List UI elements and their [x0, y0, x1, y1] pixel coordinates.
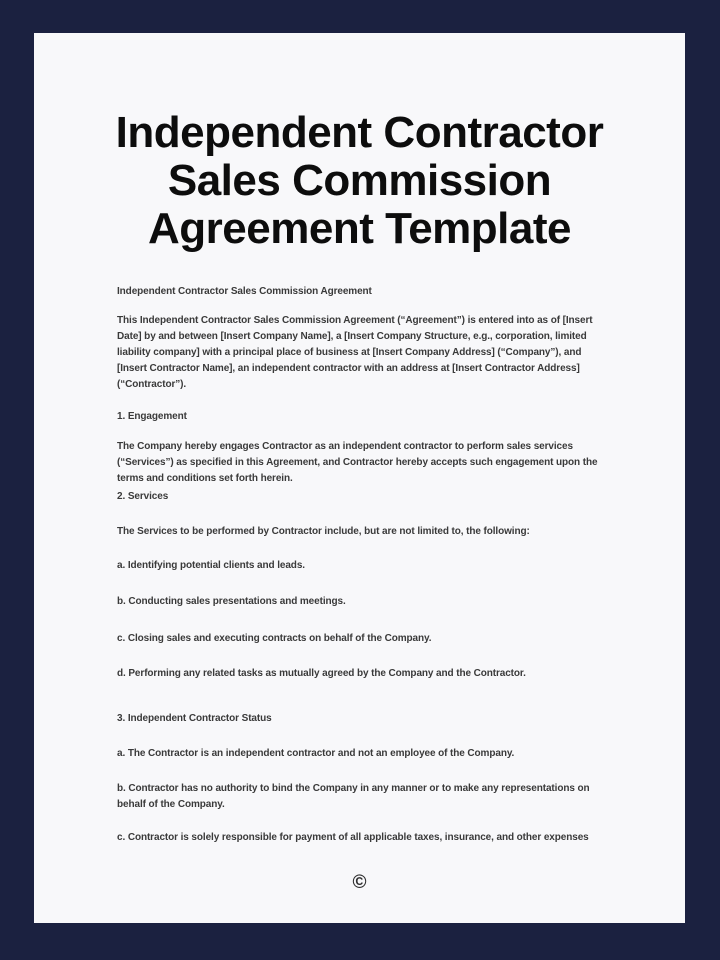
section-3-heading: 3. Independent Contractor Status — [117, 713, 272, 724]
services-item-d: d. Performing any related tasks as mutually agreed by the Company and the Contractor. — [117, 668, 526, 679]
services-item-b: b. Conducting sales presentations and meetings. — [117, 596, 346, 607]
section-1-heading: 1. Engagement — [117, 411, 187, 422]
intro-paragraph: This Independent Contractor Sales Commission Agreement (“Agreement”) is entered into as of [Insert Date] by and between [Insert Company Name], a [Insert Company Structure, e.g., corporation, limited liability company] with a principal place of business at [Insert Company Address] (“Company”), and [Insert Contractor Name], an independent contractor with an address at [Insert Contractor Address] (“Contractor”). — [117, 315, 593, 390]
document-page — [34, 33, 685, 923]
section-2-intro: The Services to be performed by Contractor include, but are not limited to, the following: — [117, 526, 530, 537]
status-item-b: b. Contractor has no authority to bind the Company in any manner or to make any representations on behalf of the Company. — [117, 783, 590, 810]
services-item-a: a. Identifying potential clients and leads. — [117, 560, 305, 571]
agreement-heading: Independent Contractor Sales Commission Agreement — [117, 286, 372, 297]
status-item-a: a. The Contractor is an independent contractor and not an employee of the Company. — [117, 748, 515, 759]
status-item-c-truncated: c. Contractor is solely responsible for payment of all applicable taxes, insurance, and other expenses — [117, 832, 589, 843]
copyright-icon: © — [352, 872, 367, 893]
section-2-heading: 2. Services — [117, 491, 169, 502]
services-item-c: c. Closing sales and executing contracts on behalf of the Company. — [117, 633, 432, 644]
document-title: Independent Contractor Sales Commission Agreement Template — [115, 108, 604, 253]
section-1-paragraph: The Company hereby engages Contractor as an independent contractor to perform sales services (“Services”) as specified in this Agreement, and Contractor hereby accepts such engagement upon the terms and conditions set forth herein. — [117, 441, 598, 484]
document-body — [34, 284, 609, 846]
